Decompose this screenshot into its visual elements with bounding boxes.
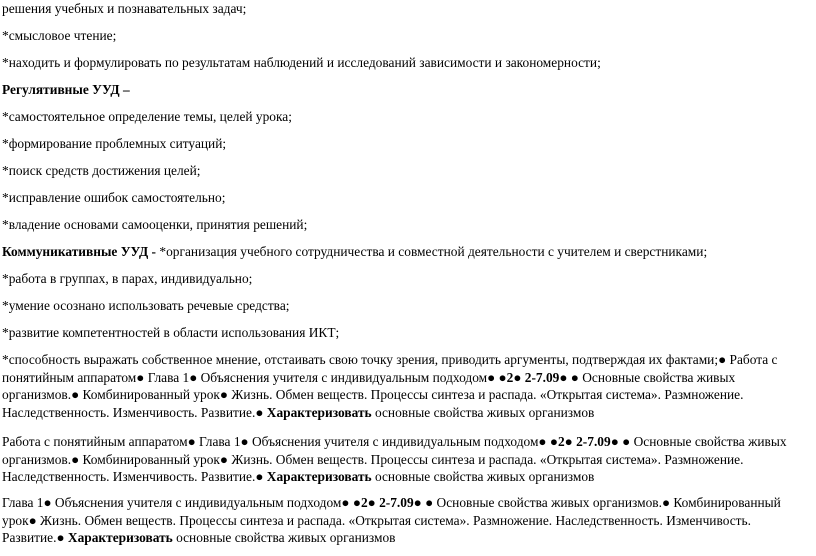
text-segment: ●: [367, 495, 380, 510]
paragraph-1: [2, 351, 814, 421]
text-line: *развитие компетентностей в области использования ИКТ;: [2, 325, 340, 340]
text-segment: основные свойства живых организмов: [371, 469, 595, 484]
text-line: *работа в группах, в парах, индивидуально;: [2, 271, 253, 286]
text-line: *умение осознано использовать речевые средства;: [2, 298, 290, 313]
text-segment: ● ● Основные свойства живых организмов.● Комбинированный урок● Жизнь. Обмен веществ. Процессы синтеза и распада. «Открытая система». Размножение. Наследственность. Изменчивость. Развитие.●: [2, 495, 781, 545]
heading-communicative: [2, 243, 707, 260]
text-segment: Работа с понятийным аппаратом● Глава 1● Объяснения учителя с индивидуальным подходом● ●: [2, 434, 558, 449]
text-line: *смысловое чтение;: [2, 28, 117, 43]
text-segment: ● ● Основные свойства живых организмов.● Комбинированный урок● Жизнь. Обмен веществ. Процессы синтеза и распада. «Открытая система». Размножение. Наследственность. Изменчивость. Развитие.●: [2, 434, 787, 484]
bold-segment: 2: [506, 369, 514, 385]
heading-regulatory: [2, 81, 130, 98]
text-line: *владение основами самооценки, принятия решений;: [2, 217, 308, 232]
paragraph-2: [2, 433, 814, 486]
text-segment: *способность выражать собственное мнение, отстаивать свою точку зрения, приводить аргументы, подтверждая их фактами;● Работа с понятийным аппаратом● Глава 1● Объяснения учителя с индивидуальным подходом● ●: [2, 352, 778, 385]
bold-segment: 2: [557, 434, 565, 449]
text-line: *исправление ошибок самостоятельно;: [2, 190, 226, 205]
text-line: *поиск средств достижения целей;: [2, 163, 201, 178]
heading-text: Регулятивные УУД –: [2, 82, 130, 97]
bold-segment: 2-7.09: [576, 434, 611, 449]
text-line: *формирование проблемных ситуаций;: [2, 136, 227, 151]
text-segment: *организация учебного сотрудничества и совместной деятельности с учителем и сверстниками;: [159, 244, 708, 259]
bold-segment: 2-7.09: [524, 369, 560, 385]
text-line: *самостоятельное определение темы, целей урока;: [2, 109, 292, 124]
text-segment: ●: [564, 434, 577, 449]
bold-segment: 2-7.09: [379, 495, 414, 510]
text-segment: ●: [513, 369, 525, 385]
heading-text: Коммуникативные УУД -: [2, 244, 160, 259]
bold-segment: Характеризовать: [67, 530, 173, 545]
text-segment: Глава 1● Объяснения учителя с индивидуальным подходом● ●: [2, 495, 361, 510]
text-segment: ● ● Основные свойства живых организмов.● Комбинированный урок● Жизнь. Обмен веществ. Процессы синтеза и распада. «Открытая система». Размножение. Наследственность. Изменчивость. Развитие.●: [2, 369, 744, 420]
text-line: *находить и формулировать по результатам наблюдений и исследований зависимости и закономерности;: [2, 55, 601, 70]
bold-segment: Характеризовать: [266, 404, 372, 420]
paragraph-3: [2, 494, 814, 547]
bold-segment: 2: [360, 495, 368, 510]
text-segment: основные свойства живых организмов: [172, 530, 396, 545]
bold-segment: Характеризовать: [266, 469, 372, 484]
text-segment: основные свойства живых организмов: [371, 404, 595, 420]
text-line: решения учебных и познавательных задач;: [2, 1, 247, 16]
